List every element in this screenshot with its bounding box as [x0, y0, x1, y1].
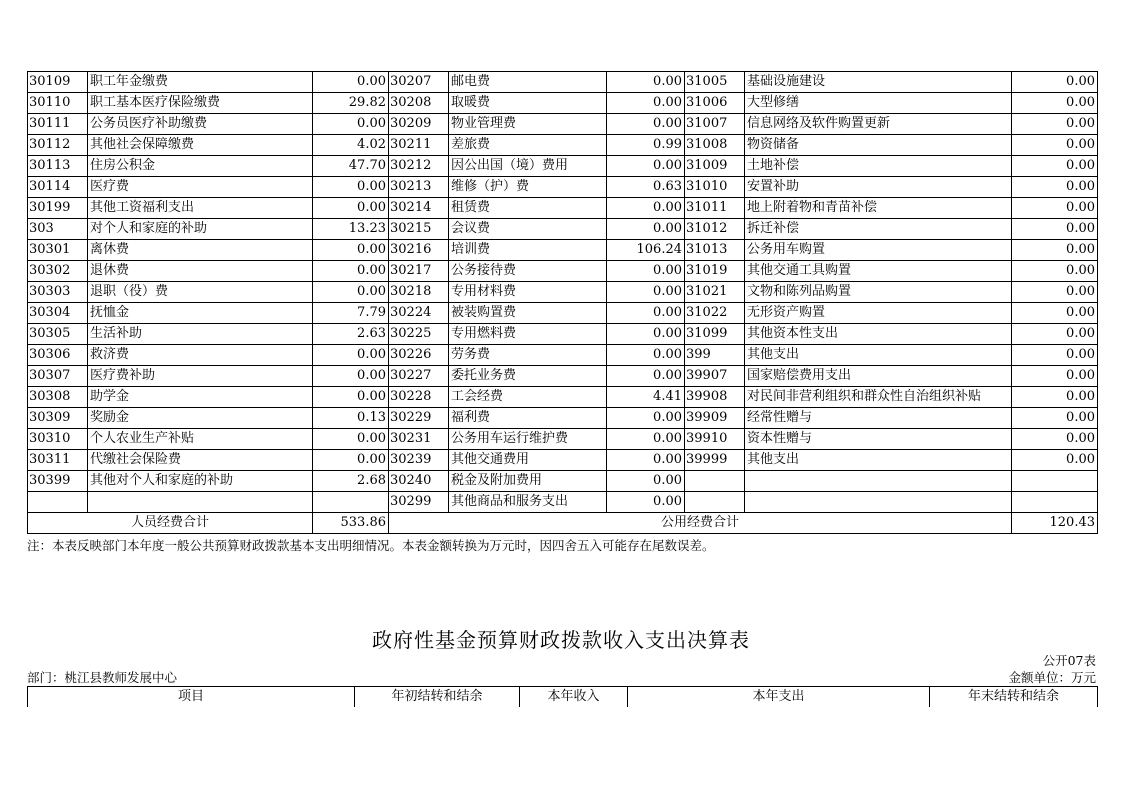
code-2: 30225	[389, 324, 449, 345]
value-2: 0.00	[607, 450, 685, 471]
code-1: 30114	[28, 177, 88, 198]
code-1: 30308	[28, 387, 88, 408]
value-1: 0.00	[313, 72, 389, 93]
name-3: 大型修缮	[745, 93, 1012, 114]
value-3: 0.00	[1012, 114, 1098, 135]
name-2: 培训费	[449, 240, 607, 261]
name-2: 劳务费	[449, 345, 607, 366]
code-1	[28, 492, 88, 513]
unit-label: 金额单位：万元	[1008, 670, 1096, 685]
name-3: 拆迁补偿	[745, 219, 1012, 240]
value-2: 0.00	[607, 198, 685, 219]
value-3: 0.00	[1012, 345, 1098, 366]
fund-budget-table-header	[27, 686, 1098, 707]
header-item: 项目	[28, 687, 355, 708]
table-row	[28, 303, 1098, 324]
value-1: 47.70	[313, 156, 389, 177]
code-2: 30214	[389, 198, 449, 219]
code-2: 30218	[389, 282, 449, 303]
value-1: 0.00	[313, 177, 389, 198]
name-3: 其他资本性支出	[745, 324, 1012, 345]
value-1: 0.00	[313, 114, 389, 135]
personnel-total-label: 人员经费合计	[28, 513, 313, 534]
name-1: 生活补助	[88, 324, 313, 345]
code-3: 31007	[685, 114, 745, 135]
code-2: 30240	[389, 471, 449, 492]
code-2: 30207	[389, 72, 449, 93]
value-1	[313, 492, 389, 513]
value-3: 0.00	[1012, 72, 1098, 93]
value-1: 0.00	[313, 261, 389, 282]
section-title: 政府性基金预算财政拨款收入支出决算表	[372, 628, 750, 652]
name-3: 国家赔偿费用支出	[745, 366, 1012, 387]
name-3: 基础设施建设	[745, 72, 1012, 93]
code-2: 30239	[389, 450, 449, 471]
header-opening-balance: 年初结转和结余	[355, 687, 520, 708]
value-1: 4.02	[313, 135, 389, 156]
code-3: 39999	[685, 450, 745, 471]
name-2: 被装购置费	[449, 303, 607, 324]
value-2: 0.00	[607, 93, 685, 114]
table-row	[28, 135, 1098, 156]
header-closing-balance: 年末结转和结余	[930, 687, 1098, 708]
value-2: 0.00	[607, 408, 685, 429]
code-3: 31008	[685, 135, 745, 156]
name-3: 其他交通工具购置	[745, 261, 1012, 282]
value-2: 106.24	[607, 240, 685, 261]
table-row	[28, 156, 1098, 177]
table-row	[28, 429, 1098, 450]
value-3: 0.00	[1012, 303, 1098, 324]
name-2: 其他商品和服务支出	[449, 492, 607, 513]
code-2: 30215	[389, 219, 449, 240]
value-1: 0.00	[313, 240, 389, 261]
name-1: 奖励金	[88, 408, 313, 429]
name-1: 医疗费	[88, 177, 313, 198]
value-3: 0.00	[1012, 408, 1098, 429]
header-income: 本年收入	[520, 687, 628, 708]
name-1: 住房公积金	[88, 156, 313, 177]
value-2: 0.00	[607, 429, 685, 450]
form-number: 公开07表	[1042, 653, 1096, 668]
name-1: 抚恤金	[88, 303, 313, 324]
code-3: 31011	[685, 198, 745, 219]
name-1: 公务员医疗补助缴费	[88, 114, 313, 135]
value-2: 0.00	[607, 156, 685, 177]
code-1: 30113	[28, 156, 88, 177]
basic-expenditure-table	[27, 71, 1098, 534]
value-2: 0.63	[607, 177, 685, 198]
name-2: 专用燃料费	[449, 324, 607, 345]
code-3: 39908	[685, 387, 745, 408]
value-1: 0.00	[313, 366, 389, 387]
name-3: 经常性赠与	[745, 408, 1012, 429]
code-3: 31022	[685, 303, 745, 324]
name-1	[88, 492, 313, 513]
value-1: 29.82	[313, 93, 389, 114]
value-1: 0.00	[313, 198, 389, 219]
value-1: 0.00	[313, 387, 389, 408]
value-3: 0.00	[1012, 387, 1098, 408]
value-3: 0.00	[1012, 156, 1098, 177]
code-3	[685, 471, 745, 492]
name-2: 因公出国（境）费用	[449, 156, 607, 177]
name-2: 福利费	[449, 408, 607, 429]
table-row	[28, 366, 1098, 387]
name-2: 会议费	[449, 219, 607, 240]
personnel-total-value: 533.86	[313, 513, 389, 534]
value-2: 0.00	[607, 471, 685, 492]
value-1: 2.68	[313, 471, 389, 492]
name-1: 离休费	[88, 240, 313, 261]
code-2: 30231	[389, 429, 449, 450]
name-2: 其他交通费用	[449, 450, 607, 471]
code-3: 31012	[685, 219, 745, 240]
code-3: 39907	[685, 366, 745, 387]
name-3: 物资储备	[745, 135, 1012, 156]
table-row	[28, 345, 1098, 366]
value-2: 0.00	[607, 114, 685, 135]
name-3: 其他支出	[745, 345, 1012, 366]
code-3: 31013	[685, 240, 745, 261]
code-2: 30217	[389, 261, 449, 282]
value-1: 0.00	[313, 450, 389, 471]
value-3	[1012, 492, 1098, 513]
value-3: 0.00	[1012, 177, 1098, 198]
table-row	[28, 282, 1098, 303]
code-3: 31019	[685, 261, 745, 282]
value-2: 0.00	[607, 492, 685, 513]
value-3: 0.00	[1012, 261, 1098, 282]
value-2: 0.00	[607, 219, 685, 240]
code-2: 30213	[389, 177, 449, 198]
value-1: 13.23	[313, 219, 389, 240]
code-1: 30305	[28, 324, 88, 345]
name-2: 委托业务费	[449, 366, 607, 387]
footnote: 注：本表反映部门本年度一般公共预算财政拨款基本支出明细情况。本表金额转换为万元时，因四舍五入可能存在尾数误差。	[27, 538, 715, 553]
name-2: 维修（护）费	[449, 177, 607, 198]
name-1: 代缴社会保险费	[88, 450, 313, 471]
department-label: 部门：桃江县教师发展中心	[27, 670, 178, 685]
name-2: 税金及附加费用	[449, 471, 607, 492]
header-expenditure: 本年支出	[628, 687, 930, 708]
code-2: 30299	[389, 492, 449, 513]
value-3: 0.00	[1012, 198, 1098, 219]
name-3: 地上附着物和青苗补偿	[745, 198, 1012, 219]
code-3: 39909	[685, 408, 745, 429]
header-row	[28, 687, 1098, 708]
public-total-label: 公用经费合计	[389, 513, 1012, 534]
value-3: 0.00	[1012, 219, 1098, 240]
name-1: 职工年金缴费	[88, 72, 313, 93]
name-3: 无形资产购置	[745, 303, 1012, 324]
name-2: 邮电费	[449, 72, 607, 93]
code-1: 30311	[28, 450, 88, 471]
code-1: 30301	[28, 240, 88, 261]
name-3: 公务用车购置	[745, 240, 1012, 261]
code-1: 303	[28, 219, 88, 240]
name-1: 其他工资福利支出	[88, 198, 313, 219]
code-2: 30208	[389, 93, 449, 114]
code-2: 30226	[389, 345, 449, 366]
value-1: 7.79	[313, 303, 389, 324]
table-row	[28, 492, 1098, 513]
code-1: 30109	[28, 72, 88, 93]
value-3: 0.00	[1012, 135, 1098, 156]
table-row	[28, 324, 1098, 345]
name-3: 资本性赠与	[745, 429, 1012, 450]
table-body	[28, 72, 1098, 513]
value-3: 0.00	[1012, 450, 1098, 471]
name-3: 信息网络及软件购置更新	[745, 114, 1012, 135]
table-row	[28, 450, 1098, 471]
code-3: 399	[685, 345, 745, 366]
table-row	[28, 408, 1098, 429]
code-1: 30302	[28, 261, 88, 282]
code-1: 30110	[28, 93, 88, 114]
code-1: 30111	[28, 114, 88, 135]
code-1: 30306	[28, 345, 88, 366]
value-1: 2.63	[313, 324, 389, 345]
name-2: 公务接待费	[449, 261, 607, 282]
code-1: 30399	[28, 471, 88, 492]
name-1: 救济费	[88, 345, 313, 366]
code-1: 30303	[28, 282, 88, 303]
value-2: 0.00	[607, 282, 685, 303]
code-2: 30212	[389, 156, 449, 177]
value-2: 0.00	[607, 366, 685, 387]
value-3: 0.00	[1012, 282, 1098, 303]
name-3: 土地补偿	[745, 156, 1012, 177]
name-3	[745, 492, 1012, 513]
name-3: 文物和陈列品购置	[745, 282, 1012, 303]
table-row	[28, 114, 1098, 135]
code-3: 31010	[685, 177, 745, 198]
name-3	[745, 471, 1012, 492]
table-row	[28, 471, 1098, 492]
code-1: 30309	[28, 408, 88, 429]
code-2: 30211	[389, 135, 449, 156]
table-row	[28, 72, 1098, 93]
table-row	[28, 387, 1098, 408]
code-1: 30112	[28, 135, 88, 156]
name-1: 职工基本医疗保险缴费	[88, 93, 313, 114]
code-1: 30304	[28, 303, 88, 324]
value-2: 0.00	[607, 303, 685, 324]
name-2: 差旅费	[449, 135, 607, 156]
table-row	[28, 261, 1098, 282]
table-row	[28, 219, 1098, 240]
table-row	[28, 93, 1098, 114]
name-3: 其他支出	[745, 450, 1012, 471]
value-1: 0.00	[313, 345, 389, 366]
value-3: 0.00	[1012, 93, 1098, 114]
totals-row	[28, 513, 1098, 534]
code-3: 31006	[685, 93, 745, 114]
value-2: 0.00	[607, 72, 685, 93]
value-2: 0.00	[607, 324, 685, 345]
name-1: 助学金	[88, 387, 313, 408]
name-1: 退休费	[88, 261, 313, 282]
name-3: 对民间非营利组织和群众性自治组织补贴	[745, 387, 1012, 408]
value-2: 0.00	[607, 345, 685, 366]
value-2: 4.41	[607, 387, 685, 408]
value-1: 0.00	[313, 429, 389, 450]
name-1: 个人农业生产补贴	[88, 429, 313, 450]
code-2: 30227	[389, 366, 449, 387]
code-2: 30229	[389, 408, 449, 429]
public-total-value: 120.43	[1012, 513, 1098, 534]
code-3: 31021	[685, 282, 745, 303]
code-1: 30199	[28, 198, 88, 219]
code-3: 31009	[685, 156, 745, 177]
name-2: 物业管理费	[449, 114, 607, 135]
name-3: 安置补助	[745, 177, 1012, 198]
name-2: 工会经费	[449, 387, 607, 408]
code-3: 39910	[685, 429, 745, 450]
code-3	[685, 492, 745, 513]
code-3: 31005	[685, 72, 745, 93]
value-2: 0.99	[607, 135, 685, 156]
value-1: 0.00	[313, 282, 389, 303]
code-3: 31099	[685, 324, 745, 345]
name-1: 退职（役）费	[88, 282, 313, 303]
code-1: 30307	[28, 366, 88, 387]
code-2: 30224	[389, 303, 449, 324]
table-row	[28, 177, 1098, 198]
value-3	[1012, 471, 1098, 492]
code-2: 30216	[389, 240, 449, 261]
value-1: 0.13	[313, 408, 389, 429]
code-2: 30228	[389, 387, 449, 408]
code-1: 30310	[28, 429, 88, 450]
value-3: 0.00	[1012, 429, 1098, 450]
name-1: 对个人和家庭的补助	[88, 219, 313, 240]
name-1: 其他社会保障缴费	[88, 135, 313, 156]
name-1: 其他对个人和家庭的补助	[88, 471, 313, 492]
name-2: 取暖费	[449, 93, 607, 114]
table-row	[28, 240, 1098, 261]
value-3: 0.00	[1012, 324, 1098, 345]
value-3: 0.00	[1012, 366, 1098, 387]
code-2: 30209	[389, 114, 449, 135]
name-2: 租赁费	[449, 198, 607, 219]
name-2: 公务用车运行维护费	[449, 429, 607, 450]
name-2: 专用材料费	[449, 282, 607, 303]
table-row	[28, 198, 1098, 219]
value-3: 0.00	[1012, 240, 1098, 261]
value-2: 0.00	[607, 261, 685, 282]
name-1: 医疗费补助	[88, 366, 313, 387]
